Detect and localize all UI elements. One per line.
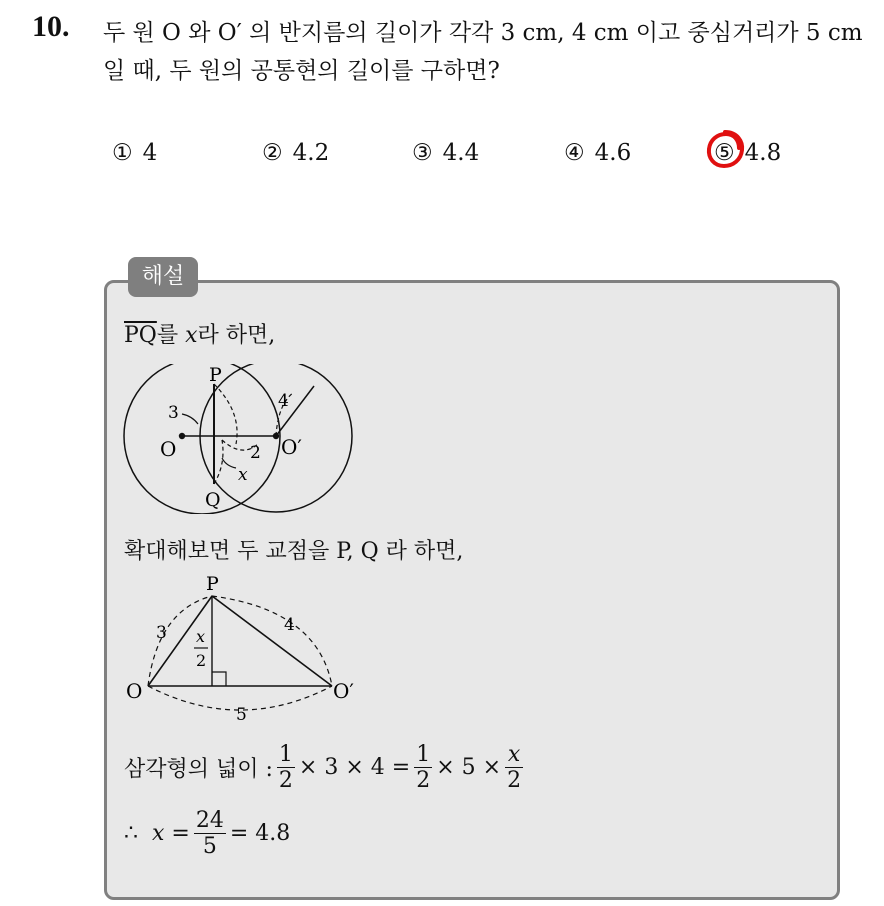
choice-mark: ①	[112, 140, 133, 166]
center-o-prime-dot	[273, 433, 279, 439]
label-q: Q	[205, 489, 221, 511]
conclusion	[124, 808, 290, 860]
question-text: 두 원 O 와 O′ 의 반지름의 길이가 각각 3 cm, 4 cm 이고 중심거리가 5 cm 일 때, 두 원의 공통현의 길이를 구하면?	[103, 20, 863, 84]
label-radius-3: 3	[168, 403, 179, 423]
label-p: P	[209, 364, 222, 386]
pointer-3	[182, 414, 198, 424]
label-p: P	[206, 573, 219, 595]
circle-o	[124, 364, 280, 514]
label-height-den: 2	[196, 651, 207, 670]
label-height-num: x	[196, 627, 206, 646]
choice-5[interactable]	[714, 140, 781, 166]
choice-2[interactable]	[262, 140, 329, 166]
frac-denominator: 5	[202, 834, 217, 860]
conclusion-result: = 4.8	[229, 821, 291, 847]
label-half: 2	[250, 443, 261, 463]
frac-numerator: 24	[195, 808, 224, 833]
choice-value: 4.8	[744, 140, 782, 166]
frac-numerator: 1	[278, 742, 293, 767]
choice-4[interactable]	[564, 140, 631, 166]
line1-end: 라 하면,	[197, 323, 276, 348]
fraction-x-half	[505, 742, 523, 794]
radius-3-arc	[214, 384, 237, 444]
conclusion-var: x	[152, 821, 165, 847]
choice-value: 4	[142, 140, 158, 166]
pointer-x	[222, 458, 236, 468]
label-o-prime: O′	[333, 679, 354, 703]
fraction-24-5	[194, 808, 226, 860]
fraction-half-2	[414, 742, 432, 794]
variable-x: x	[185, 323, 198, 348]
label-side-4: 4	[284, 615, 295, 635]
center-o-dot	[179, 433, 185, 439]
solution-tag: 해설	[128, 257, 198, 297]
label-o-prime: O′	[281, 435, 302, 459]
choice-mark: ④	[564, 140, 585, 166]
choice-mark: ⑤	[714, 140, 735, 166]
answer-choices	[112, 140, 832, 180]
conclusion-eq: =	[171, 821, 190, 847]
label-base-5: 5	[236, 705, 247, 725]
choice-value: 4.4	[442, 140, 480, 166]
question-number: 10.	[32, 10, 70, 43]
side-4	[212, 596, 332, 686]
figure-two-circles	[118, 364, 362, 514]
label-side-3: 3	[156, 623, 167, 643]
frac-denominator: 2	[507, 768, 522, 794]
solution-line-1	[124, 318, 275, 349]
choice-1[interactable]	[112, 140, 157, 166]
therefore-symbol: ∴	[124, 821, 138, 847]
area-mid-1: × 3 × 4 =	[298, 755, 411, 781]
label-o: O	[126, 679, 143, 703]
choice-value: 4.6	[594, 140, 632, 166]
choice-3[interactable]	[412, 140, 479, 166]
label-radius-4: 4	[278, 391, 289, 411]
line1-particle: 를	[156, 323, 179, 348]
fraction-half-1	[277, 742, 295, 794]
x-arc	[214, 440, 223, 484]
area-equation	[124, 742, 527, 794]
label-x: x	[238, 465, 248, 485]
choice-mark: ③	[412, 140, 433, 166]
label-o: O	[160, 437, 177, 461]
choice-mark: ②	[262, 140, 283, 166]
frac-numerator: 1	[416, 742, 431, 767]
figure-right-triangle	[118, 570, 368, 726]
segment-pq: $\overline{PQ}$	[124, 323, 157, 348]
frac-numerator: x	[505, 742, 523, 768]
solution-line-2: 확대해보면 두 교점을 P, Q 라 하면,	[124, 539, 464, 564]
choice-value: 4.2	[292, 140, 330, 166]
frac-denominator: 2	[278, 768, 293, 794]
area-mid-2: × 5 ×	[436, 755, 502, 781]
area-prefix: 삼각형의 넓이 :	[124, 757, 273, 783]
right-angle-mark	[212, 672, 226, 686]
frac-denominator: 2	[416, 768, 431, 794]
